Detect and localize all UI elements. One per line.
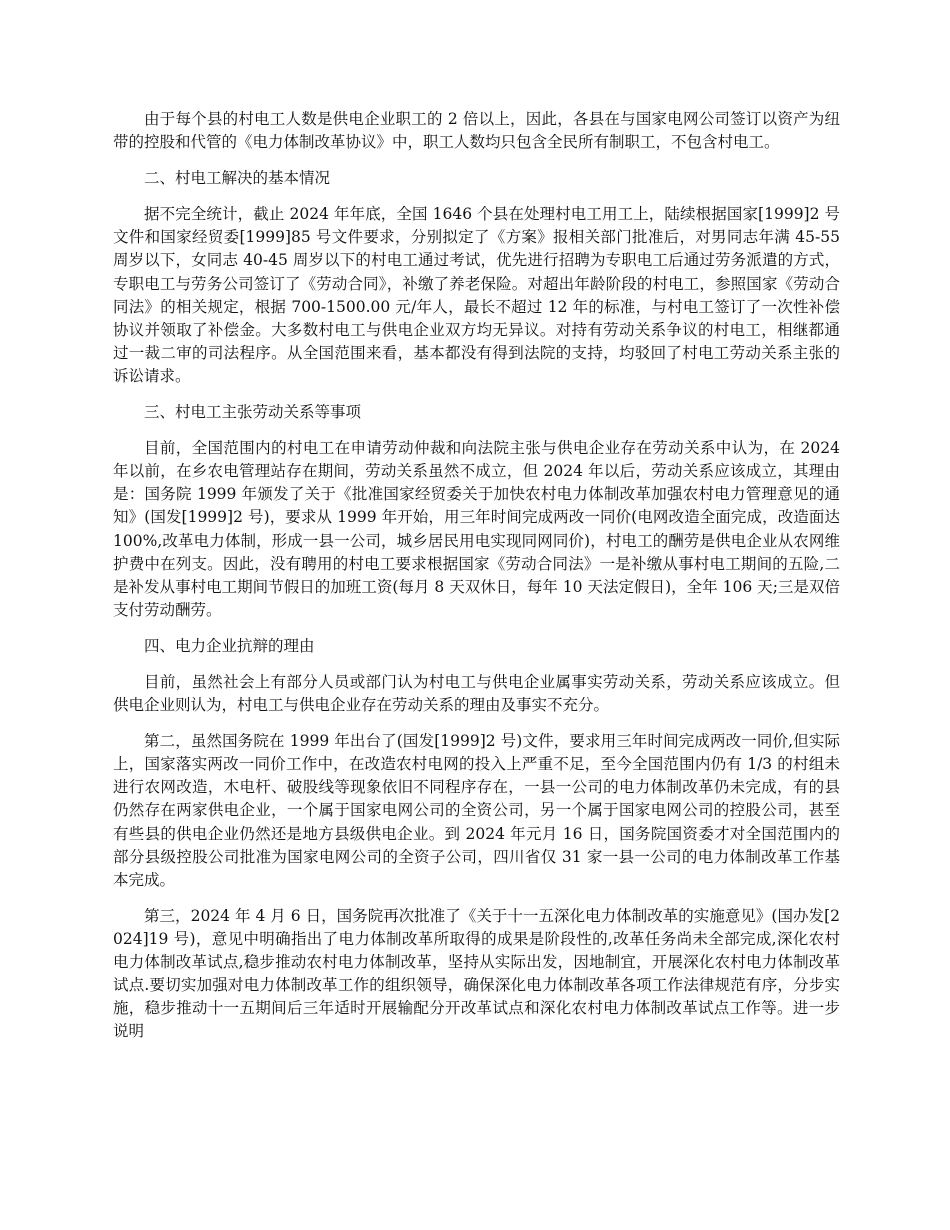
paragraph-staff-count: 由于每个县的村电工人数是供电企业职工的 2 倍以上，因此，各县在与国家电网公司签订以资产为纽带的控股和代管的《电力体制改革协议》中，职工人数均只包含全民所有制职工，不包含村电工。: [113, 110, 840, 152]
paragraph-third-reason: 第三，2024 年 4 月 6 日，国务院再次批准了《关于十一五深化电力体制改革的实施意见》(国办发[2024]19 号)，意见中明确指出了电力体制改革所取得的成果是阶段性的,改革任务尚未全部完成,深化农村电力体制改革试点,稳步推动农村电力体制改革，坚持从实际出发，因地制宜，开展深化农村电力体制改革试点.要切实加强对电力体制改革工作的组织领导，确保深化电力体制改革各项工作法律规范有序，分步实施，稳步推动十一五期间后三年适时开展输配分开改革试点和深化农村电力体制改革试点工作等。进一步说明: [113, 906, 840, 1041]
section-heading-2: 二、村电工解决的基本情况: [144, 169, 331, 188]
paragraph-basic-situation: 据不完全统计，截止 2024 年年底，全国 1646 个县在处理村电工用工上，陆续根据国家[1999]2 号文件和国家经贸委[1999]85 号文件要求，分别拟定了《方案》报相关部门批准后，对男同志年满 45-55 周岁以下，女同志 40-45 周岁以下的村电工通过考试，优先进行招聘为专职电工后通过劳务派遣的方式，专职电工与劳务公司签订了《劳动合同》，补缴了养老保险。对超出年龄阶段的村电工，参照国家《劳动合同法》的相关规定，根据 700-1500.00 元/年人，最长不超过 12 年的标准，与村电工签订了一次性补偿协议并领取了补偿金。大多数村电工与供电企业双方均无异议。对持有劳动关系争议的村电工，相继都通过一裁二审的司法程序。从全国范围来看，基本都没有得到法院的支持，均驳回了村电工劳动关系主张的诉讼请求。: [113, 205, 840, 385]
paragraph-second-reason: 第二，虽然国务院在 1999 年出台了(国发[1999]2 号)文件，要求用三年时间完成两改一同价,但实际上，国家落实两改一同价工作中，在改造农村电网的投入上严重不足，至今全国范围内仍有 1/3 的村组未进行农网改造，木电杆、破股线等现象依旧不同程序存在，一县一公司的电力体制改革仍未完成，有的县仍然存在两家供电企业，一个属于国家电网公司的全资公司，另一个属于国家电网公司的控股公司，甚至有些县的供电企业仍然还是地方县级供电企业。到 2024 年元月 16 日，国务院国资委才对全国范围内的部分县级控股公司批准为国家电网公司的全资子公司，四川省仅 31 家一县一公司的电力体制改革工作基本完成。: [113, 732, 840, 889]
paragraph-defense-intro: 目前，虽然社会上有部分人员或部门认为村电工与供电企业属事实劳动关系，劳动关系应该成立。但供电企业则认为，村电工与供电企业存在劳动关系的理由及事实不充分。: [113, 672, 840, 715]
paragraph-labor-claims: 目前，全国范围内的村电工在申请劳动仲裁和向法院主张与供电企业存在劳动关系中认为，在 2024 年以前，在乡农电管理站存在期间，劳动关系虽然不成立，但 2024 年以后，劳动关系应该成立，其理由是：国务院 1999 年颁发了关于《批准国家经贸委关于加快农村电力体制改革加强农村电力管理意见的通知》(国发[1999]2 号)，要求从 1999 年开始，用三年时间完成两改一同价(电网改造全面完成，改造面达 100%,改革电力体制，形成一县一公司，城乡居民用电实现同网同价)，村电工的酬劳是供电企业从农网维护费中在列支。因此，没有聘用的村电工要求根据国家《劳动合同法》一是补缴从事村电工期间的五险,二是补发从事村电工期间节假日的加班工资(每月 8 天双休日，每年 10 天法定假日)，全年 106 天;三是双倍支付劳动酬劳。: [113, 439, 840, 619]
document-body: [113, 108, 840, 1056]
section-heading-4: 四、电力企业抗辩的理由: [144, 636, 315, 655]
section-heading-3: 三、村电工主张劳动关系等事项: [144, 403, 362, 422]
